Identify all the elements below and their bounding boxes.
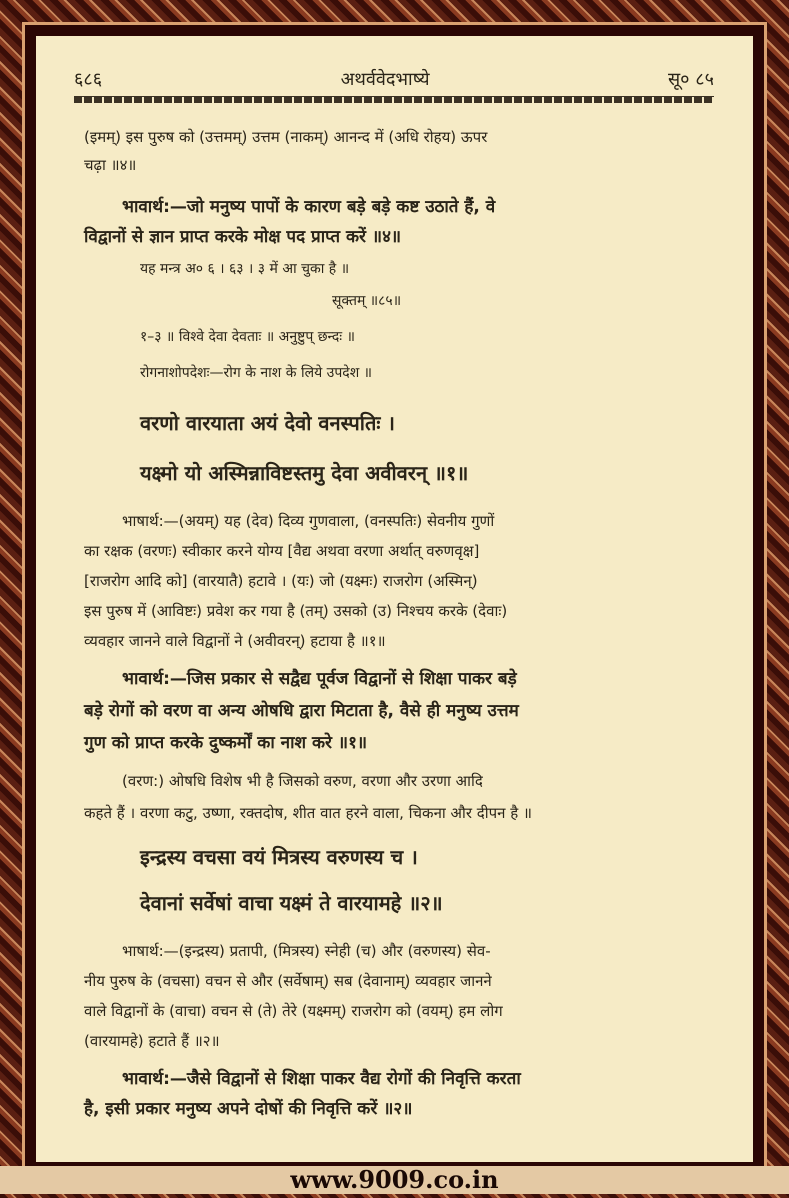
text-line: गुण को प्राप्त करके दुष्कर्मों का नाश करे ॥१॥: [84, 733, 368, 753]
sukta-reference: सू० ८५: [668, 69, 714, 90]
text-line: यह मन्त्र अ० ६ । ६३ । ३ में आ चुका है ॥: [140, 261, 350, 277]
page-title: अथर्ववेदभाष्ये: [340, 69, 430, 90]
header-rule: [74, 96, 714, 103]
text-line: (इमम्) इस पुरुष को (उत्तमम्) उत्तम (नाकम्) आनन्द में (अधि रोहय) ऊपर: [84, 128, 488, 146]
mantra-line: इन्द्रस्य वचसा वयं मित्रस्य वरुणस्य च ।: [140, 845, 418, 869]
text-line: [राजरोग आदि को] (वारयातै) हटावे । (यः) जो (यक्ष्मः) राजरोग (अस्मिन्): [84, 572, 478, 590]
text-line: (वारयामहे) हटाते हैं ॥२॥: [84, 1032, 220, 1050]
page-header: [74, 64, 714, 94]
text-line: १–३ ॥ विश्वे देवा देवताः ॥ अनुष्टुप् छन्दः ॥: [140, 329, 355, 345]
mantra-line: वरणो वारयाता अयं देवो वनस्पतिः ।: [140, 411, 395, 435]
text-line: नीय पुरुष के (वचसा) वचन से और (सर्वेषाम्) सब (देवानाम्) व्यवहार जानने: [84, 972, 492, 990]
text-line: भावार्थ:—जिस प्रकार से सद्वैद्य पूर्वज विद्वानों से शिक्षा पाकर बड़े: [122, 669, 517, 689]
text-line: बड़े रोगों को वरण वा अन्य ओषधि द्वारा मिटाता है, वैसे ही मनुष्य उत्तम: [84, 701, 519, 721]
text-line: वाले विद्वानों के (वाचा) वचन से (ते) तेरे (यक्ष्मम्) राजरोग को (वयम्) हम लोग: [84, 1002, 503, 1020]
text-line: है, इसी प्रकार मनुष्य अपने दोषों की निवृत्ति करें ॥२॥: [84, 1099, 413, 1119]
text-line: भावार्थ:—जैसे विद्वानों से शिक्षा पाकर वैद्य रोगों की निवृत्ति करता: [122, 1069, 521, 1089]
text-line: भाषार्थ:—(अयम्) यह (देव) दिव्य गुणवाला, (वनस्पतिः) सेवनीय गुणों: [122, 512, 495, 530]
scanned-page: [36, 36, 753, 1162]
text-line: (वरण:) ओषधि विशेष भी है जिसको वरुण, वरणा और उरणा आदि: [122, 772, 483, 790]
sukta-heading: सूक्तम् ॥८५॥: [332, 293, 402, 309]
mantra-line: यक्ष्मो यो अस्मिन्नाविष्टस्तमु देवा अवीवरन् ॥१॥: [140, 461, 469, 485]
mantra-line: देवानां सर्वेषां वाचा यक्ष्मं ते वारयामहे ॥२॥: [140, 891, 443, 915]
text-line: चढ़ा ॥४॥: [84, 156, 137, 174]
page-number: ६८६: [74, 69, 103, 90]
site-watermark: www.9009.co.in: [0, 1166, 789, 1194]
text-line: कहते हैं । वरणा कटु, उष्णा, रक्तदोष, शीत वात हरने वाला, चिकना और दीपन है ॥: [84, 804, 532, 822]
text-line: भावार्थ:—जो मनुष्य पापों के कारण बड़े बड़े कष्ट उठाते हैं, वे: [122, 197, 496, 217]
text-line: व्यवहार जानने वाले विद्वानों ने (अवीवरन्) हटाया है ॥१॥: [84, 632, 386, 650]
text-line: इस पुरुष में (आविष्टः) प्रवेश कर गया है (तम्) उसको (उ) निश्चय करके (देवाः): [84, 602, 508, 620]
text-line: भाषार्थ:—(इन्द्रस्य) प्रतापी, (मित्रस्य) स्नेही (च) और (वरुणस्य) सेव-: [122, 942, 491, 960]
text-line: विद्वानों से ज्ञान प्राप्त करके मोक्ष पद प्राप्त करें ॥४॥: [84, 227, 402, 247]
text-line: का रक्षक (वरणः) स्वीकार करने योग्य [वैद्य अथवा वरणा अर्थात् वरुणवृक्ष]: [84, 542, 480, 560]
text-line: रोगनाशोपदेशः—रोग के नाश के लिये उपदेश ॥: [140, 365, 373, 381]
